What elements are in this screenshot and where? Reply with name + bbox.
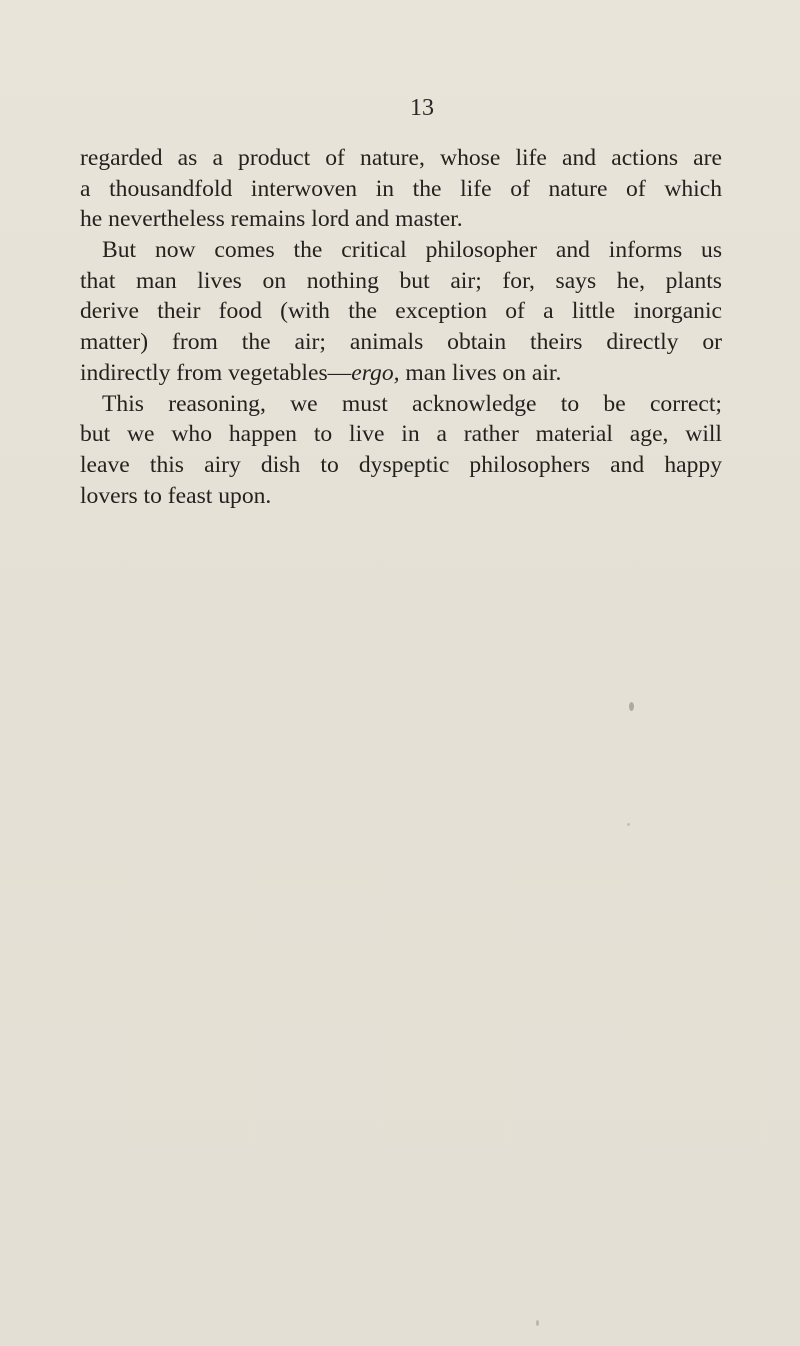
text-line: but we who happen to live in a rather material age, will — [80, 421, 722, 448]
paper-speck — [627, 823, 630, 826]
text-line: This reasoning, we must acknowledge to be correct; — [102, 390, 722, 417]
text-line: a thousandfold interwoven in the life of nature of which — [80, 175, 722, 202]
text-segment: indirectly from vegetables— — [80, 359, 352, 386]
italic-word-ergo: ergo, — [351, 359, 400, 386]
page-number: 13 — [410, 95, 434, 121]
text-line: regarded as a product of nature, whose life and actions are — [80, 145, 722, 171]
text-line-with-italic — [80, 358, 722, 389]
text-line: derive their food (with the exception of a little inorganic — [80, 298, 722, 325]
text-line: that man lives on nothing but air; for, says he, plants — [80, 267, 722, 294]
body-text — [80, 143, 722, 511]
text-line: But now comes the critical philosopher and informs us — [102, 237, 722, 264]
paper-speck — [536, 1320, 539, 1326]
paper-speck — [629, 702, 634, 711]
text-line: lovers to feast upon. — [80, 482, 272, 509]
text-line: he nevertheless remains lord and master. — [80, 206, 463, 233]
text-line: leave this airy dish to dyspeptic philosophers and happy — [80, 451, 722, 478]
text-line: matter) from the air; animals obtain theirs directly or — [80, 329, 722, 356]
text-segment: man lives on air. — [399, 359, 562, 386]
